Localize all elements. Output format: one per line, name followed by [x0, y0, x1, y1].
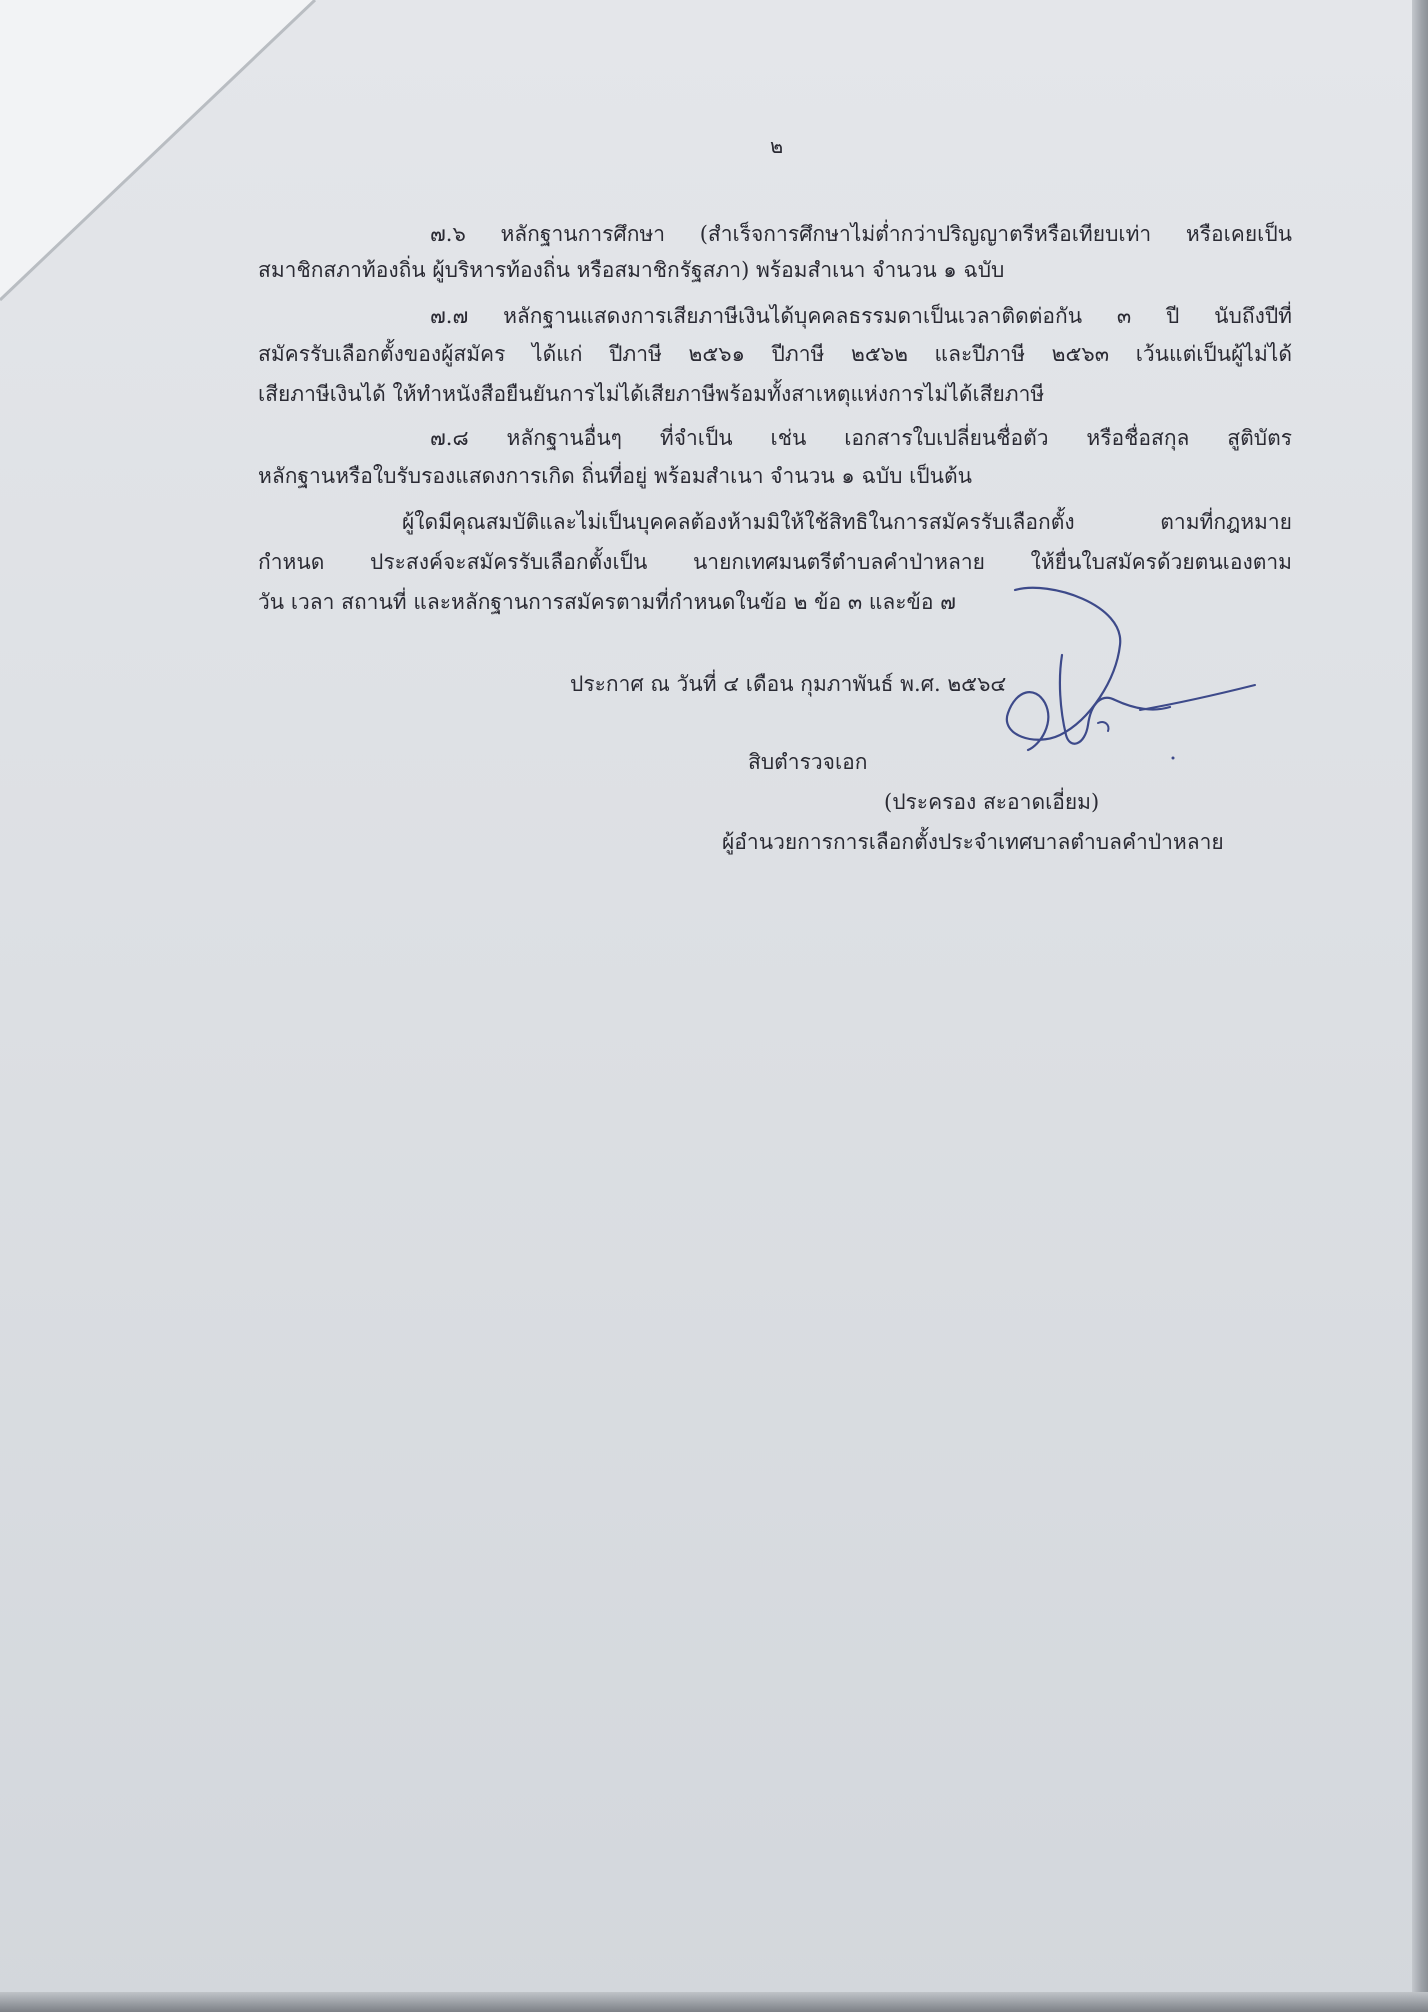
item-7-6-line-2: สมาชิกสภาท้องถิ่น ผู้บริหารท้องถิ่น หรือสมาชิกรัฐสภา) พร้อมสำเนา จำนวน ๑ ฉบับ — [258, 258, 1005, 282]
signer-name: (ประครอง สะอาดเอี่ยม) — [884, 790, 1100, 814]
page-number: ๒ — [770, 134, 784, 158]
item-7-8-line-2: หลักฐานหรือใบรับรองแสดงการเกิด ถิ่นที่อยู่ พร้อมสำเนา จำนวน ๑ ฉบับ เป็นต้น — [258, 464, 972, 488]
handwritten-signature — [990, 585, 1265, 760]
closing-paragraph-line-3: วัน เวลา สถานที่ และหลักฐานการสมัครตามที่กำหนดในข้อ ๒ ข้อ ๓ และข้อ ๗ — [258, 590, 956, 614]
signer-rank: สิบตำรวจเอก — [748, 750, 868, 774]
item-7-8-line-1: ๗.๘ หลักฐานอื่นๆ ที่จำเป็น เช่น เอกสารใบเปลี่ยนชื่อตัว หรือชื่อสกุล สูติบัตร — [430, 426, 1292, 450]
item-7-7-line-3: เสียภาษีเงินได้ ให้ทำหนังสือยืนยันการไม่ได้เสียภาษีพร้อมทั้งสาเหตุแห่งการไม่ได้เสียภาษี — [258, 382, 1045, 406]
closing-paragraph-line-1: ผู้ใดมีคุณสมบัติและไม่เป็นบุคคลต้องห้ามมิให้ใช้สิทธิในการสมัครรับเลือกตั้ง ตามที่กฎหมาย — [402, 510, 1292, 534]
item-7-7-line-1: ๗.๗ หลักฐานแสดงการเสียภาษีเงินได้บุคคลธรรมดาเป็นเวลาติดต่อกัน ๓ ปี นับถึงปีที่ — [430, 304, 1292, 328]
page-edge-shadow — [1412, 0, 1428, 2012]
signer-position: ผู้อำนวยการการเลือกตั้งประจำเทศบาลตำบลคำป่าหลาย — [722, 830, 1224, 854]
page-bottom-edge — [0, 1992, 1428, 2012]
announcement-date: ประกาศ ณ วันที่ ๔ เดือน กุมภาพันธ์ พ.ศ. ๒๕๖๔ — [570, 672, 1007, 696]
item-7-7-line-2: สมัครรับเลือกตั้งของผู้สมัคร ได้แก่ ปีภาษี ๒๕๖๑ ปีภาษี ๒๕๖๒ และปีภาษี ๒๕๖๓ เว้นแต่เป็นผู้ไม่ได้ — [258, 342, 1292, 366]
closing-paragraph-line-2: กำหนด ประสงค์จะสมัครรับเลือกตั้งเป็น นายกเทศมนตรีตำบลคำป่าหลาย ให้ยื่นใบสมัครด้วยตนเองตาม — [258, 550, 1292, 574]
item-7-6-line-1: ๗.๖ หลักฐานการศึกษา (สำเร็จการศึกษาไม่ต่ำกว่าปริญญาตรีหรือเทียบเท่า หรือเคยเป็น — [430, 222, 1292, 246]
